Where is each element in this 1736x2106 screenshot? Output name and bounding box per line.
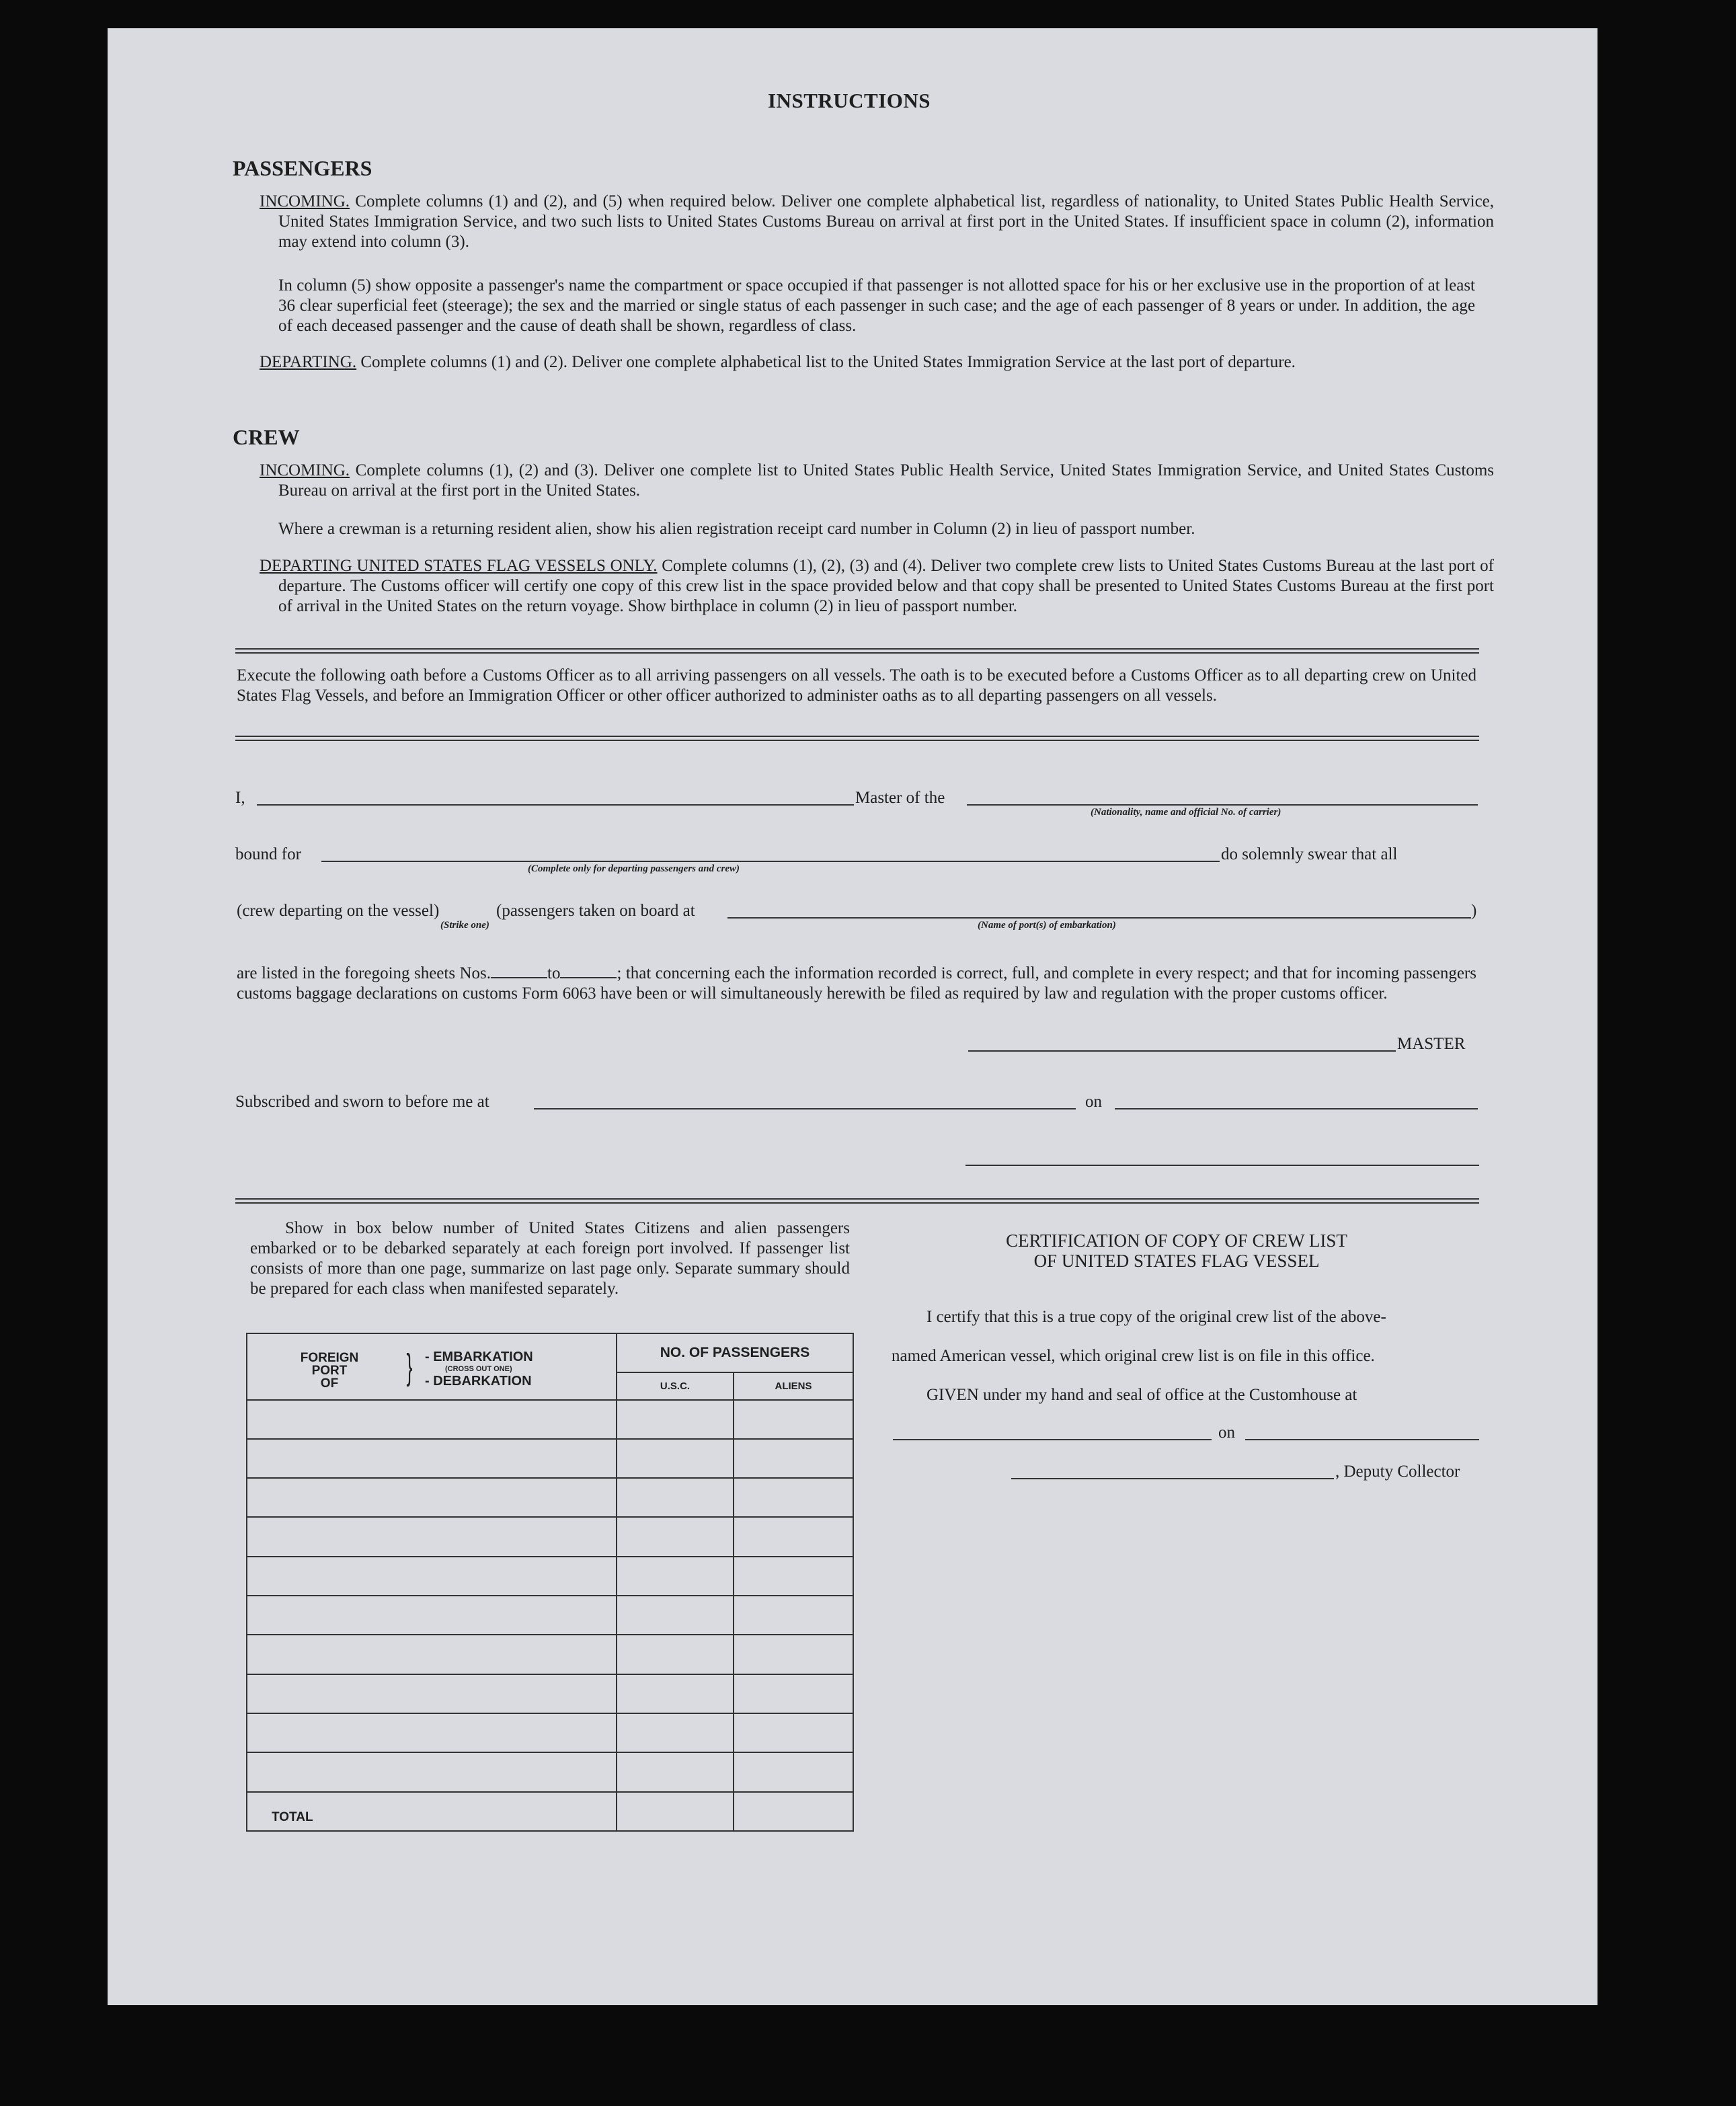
summary-instructions: Show in box below number of United States Citizens and alien passengers embarked or to be debarked separately at each foreign port involved. If passenger list consists of more than one page, summarize on last page only. Separate summary should be prepared for each class when manifested separately. [250,1219,850,1298]
header-embarkation: - EMBARKATION [425,1350,533,1364]
usc-cell[interactable] [617,1596,734,1635]
port-cell[interactable] [247,1674,617,1713]
usc-cell[interactable] [617,1439,734,1478]
aliens-header: ALIENS [734,1372,853,1399]
passengers-departing-instructions [260,352,1494,373]
certify-line2: named American vessel, which original crew list is on file in this office. [892,1347,1375,1365]
nationality-caption: (Nationality, name and official No. of carrier) [1091,807,1281,818]
usc-total-cell[interactable] [617,1792,734,1831]
crew-departing-label: DEPARTING UNITED STATES FLAG VESSELS ONLY. [260,557,658,575]
table-row [247,1557,853,1596]
passengers-incoming-text: Complete columns (1) and (2), and (5) when required below. Deliver one complete alphabetical list, regardless of nationality, to United States Public Health Service, United States Immigration Service, and two such lists to United States Customs Bureau on arrival at first port in the United States. If insufficient space in column (2), information may extend into column (3). [278,192,1495,251]
master-signature-field[interactable] [968,1050,1396,1052]
table-row [247,1400,853,1439]
deputy-signature-field[interactable] [1011,1478,1334,1479]
aliens-cell[interactable] [734,1752,853,1791]
port-cell[interactable] [247,1713,617,1752]
port-cell[interactable] [247,1478,617,1517]
subscribed-label: Subscribed and sworn to before me at [235,1093,489,1111]
header-of: OF [320,1376,339,1391]
swear-label: do solemnly swear that all [1221,845,1398,863]
no-passengers-header: NO. OF PASSENGERS [617,1333,853,1372]
certify-line1: I certify that this is a true copy of the original crew list of the above- [926,1308,1386,1326]
section-divider [235,736,1479,741]
header-debarkation: - DEBARKATION [425,1374,532,1389]
aliens-cell[interactable] [734,1674,853,1713]
aliens-cell[interactable] [734,1635,853,1674]
section-divider [235,1198,1479,1204]
crew-departing-instructions [260,556,1494,617]
aliens-cell[interactable] [734,1400,853,1439]
passengers-taken-option[interactable]: (passengers taken on board at [496,902,695,920]
passengers-heading: PASSENGERS [233,156,372,180]
table-row [247,1517,853,1556]
officer-signature-field[interactable] [965,1165,1479,1166]
oath-intro: Execute the following oath before a Customs Officer as to all arriving passengers on all vessels. The oath is to be executed before a Customs Officer as to all departing crew on United States Flag Vessels, and before an Immigration Officer or other officer authorized to administer oaths as to all departing passengers on all vessels. [237,666,1476,705]
sworn-on-label: on [1085,1093,1102,1111]
listed-label: are listed in the foregoing sheets Nos. [237,964,491,982]
port-cell[interactable] [247,1635,617,1674]
crew-departing-text: Complete columns (1), (2), (3) and (4). Deliver two complete crew lists to United States Customs Bureau at the last port of departure. The Customs officer will certify one copy of this crew list in the space provided below and that copy shall be presented to United States Customs Bureau at the first port of arrival in the United States on the return voyage. Show birthplace in column (2) in lieu of passport number. [278,557,1495,615]
total-label: TOTAL [247,1792,617,1831]
sworn-date-field[interactable] [1115,1108,1478,1109]
sworn-place-field[interactable] [534,1108,1076,1109]
crew-incoming-text: Complete columns (1), (2) and (3). Deliver one complete list to United States Public Health Service, United States Immigration Service, and United States Customs Bureau on arrival at the first port in the United States. [278,461,1495,500]
passengers-departing-label: DEPARTING. [260,353,357,371]
port-cell[interactable] [247,1596,617,1635]
table-row [247,1635,853,1674]
listed-rest: ; that concerning each the information recorded is correct, full, and complete in every respect; and that for incoming passengers customs baggage declarations on customs Form 6063 have been or will simultaneously herewith be filed as required by law and regulation with the proper customs officer. [237,964,1476,1003]
usc-cell[interactable] [617,1557,734,1596]
total-row [247,1792,853,1831]
header-port: PORT [311,1364,348,1378]
to-label: to [547,964,561,982]
aliens-cell[interactable] [734,1557,853,1596]
strike-one-caption: (Strike one) [440,920,489,931]
bound-for-field[interactable] [321,861,1220,862]
carrier-field[interactable] [967,804,1478,806]
table-row [247,1752,853,1791]
crew-heading: CREW [233,425,300,449]
passengers-incoming-instructions [260,192,1494,252]
port-cell[interactable] [247,1557,617,1596]
bound-for-label: bound for [235,845,301,863]
certification-title [921,1231,1432,1271]
port-cell[interactable] [247,1400,617,1439]
passenger-summary-table [246,1333,854,1832]
given-text: GIVEN under my hand and seal of office at the Customhouse at [926,1386,1357,1404]
header-foreign: FOREIGN [300,1351,359,1365]
ports-embarkation-field[interactable] [727,917,1471,919]
certification-title-line1: CERTIFICATION OF COPY OF CREW LIST [1006,1231,1347,1251]
usc-cell[interactable] [617,1517,734,1556]
deputy-collector-label: , Deputy Collector [1335,1462,1460,1481]
table-row [247,1439,853,1478]
table-row [247,1596,853,1635]
aliens-total-cell[interactable] [734,1792,853,1831]
complete-only-caption: (Complete only for departing passengers and crew) [528,863,740,874]
table-row [247,1478,853,1517]
crew-alien-instructions: Where a crewman is a returning resident alien, show his alien registration receipt card number in Column (2) in lieu of passport number. [278,520,1195,538]
master-label: MASTER [1397,1035,1466,1053]
aliens-cell[interactable] [734,1596,853,1635]
usc-cell[interactable] [617,1752,734,1791]
table-row [247,1713,853,1752]
aliens-cell[interactable] [734,1478,853,1517]
table-row [247,1674,853,1713]
certification-date-field[interactable] [1245,1439,1479,1440]
instructions-title: INSTRUCTIONS [768,89,931,112]
certification-on-label: on [1218,1424,1235,1442]
certification-title-line2: OF UNITED STATES FLAG VESSEL [1033,1251,1320,1271]
usc-header: U.S.C. [617,1372,734,1399]
oath-listed-statement [237,964,1476,1004]
oath-i-label: I, [235,789,245,807]
port-cell[interactable] [247,1517,617,1556]
port-cell[interactable] [247,1752,617,1791]
aliens-cell[interactable] [734,1517,853,1556]
aliens-cell[interactable] [734,1713,853,1752]
port-cell[interactable] [247,1439,617,1478]
sheet-to-field[interactable] [560,965,617,978]
usc-cell[interactable] [617,1713,734,1752]
passengers-incoming-label: INCOMING. [260,192,350,210]
form-page [108,28,1597,2005]
usc-cell[interactable] [617,1478,734,1517]
customhouse-field[interactable] [893,1439,1212,1440]
usc-cell[interactable] [617,1635,734,1674]
crew-incoming-label: INCOMING. [260,461,350,479]
brace-icon: } [406,1347,413,1387]
aliens-cell[interactable] [734,1439,853,1478]
passengers-column5-instructions: In column (5) show opposite a passenger's name the compartment or space occupied if that passenger is not allotted space for his or her exclusive use in the proportion of at least 36 clear superficial feet (steerage); the sex and the married or single status of each passenger in such case; and the age of each passenger of 8 years or under. In addition, the age of each deceased passenger and the cause of death shall be shown, regardless of class. [278,276,1475,335]
passengers-departing-text: Complete columns (1) and (2). Deliver one complete alphabetical list to the United States Immigration Service at the last port of departure. [360,353,1296,371]
crew-departing-option[interactable]: (crew departing on the vessel) [237,902,440,920]
sheet-from-field[interactable] [491,965,547,978]
crew-incoming-instructions [260,461,1494,501]
ports-caption: (Name of port(s) of embarkation) [978,920,1116,931]
master-name-field[interactable] [257,804,854,806]
master-of-label: Master of the [855,789,945,807]
section-divider [235,648,1479,654]
usc-cell[interactable] [617,1400,734,1439]
close-paren: ) [1471,902,1477,920]
port-header-cell [247,1333,617,1400]
header-cross-out: (CROSS OUT ONE) [445,1365,512,1373]
usc-cell[interactable] [617,1674,734,1713]
